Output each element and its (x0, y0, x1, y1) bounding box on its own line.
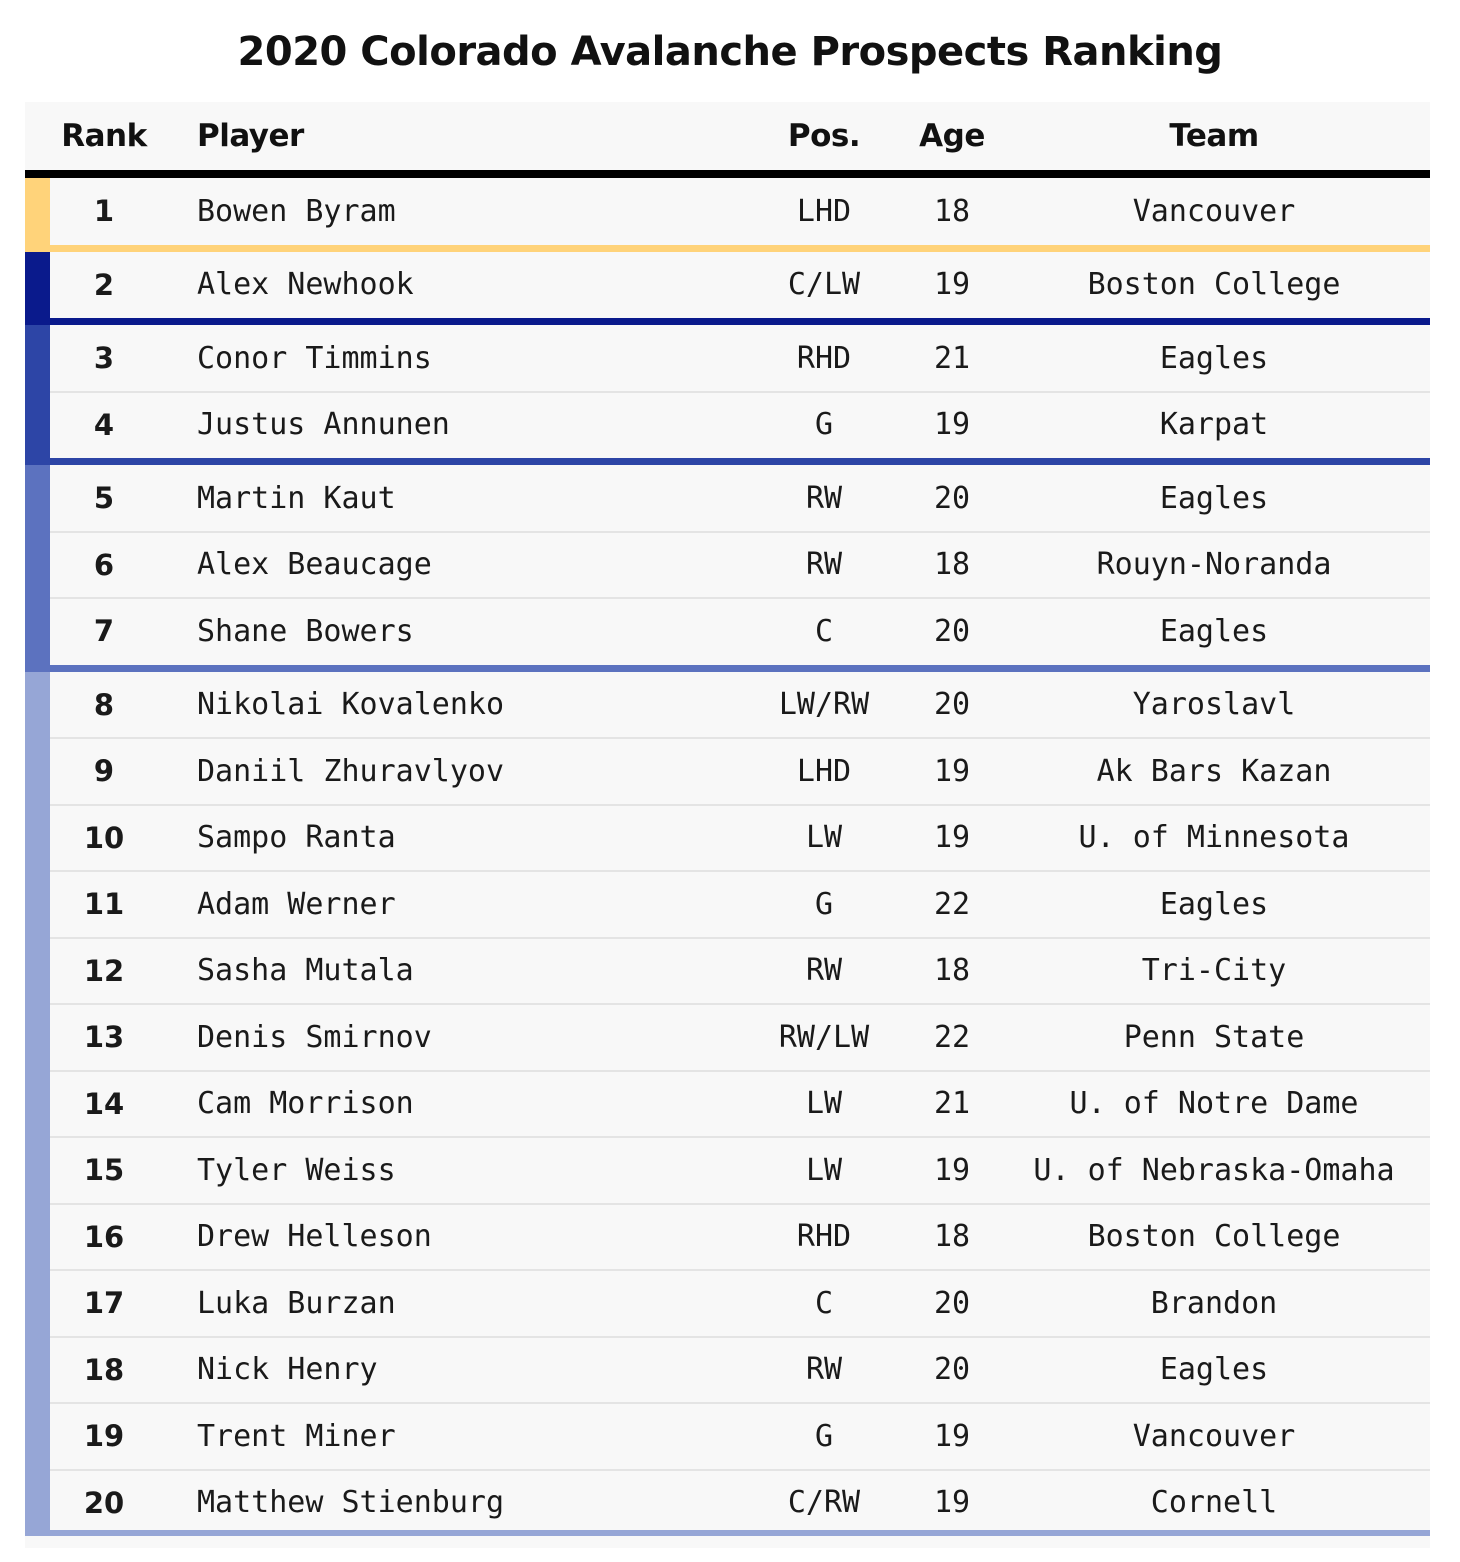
cell-pos: RHD (796, 1219, 852, 1255)
column-header-age: Age (919, 118, 985, 154)
cell-rank: 2 (93, 267, 115, 302)
tier-color-bar (25, 805, 50, 872)
cell-team: Ak Bars Kazan (1096, 753, 1332, 789)
cell-age: 18 (933, 193, 971, 229)
cell-player: Adam Werner (197, 886, 396, 922)
table-row (25, 532, 1430, 599)
cell-age: 22 (933, 1019, 971, 1055)
cell-rank: 14 (83, 1086, 125, 1121)
tier-divider (50, 245, 1430, 252)
cell-rank: 9 (93, 754, 115, 789)
cell-rank: 19 (83, 1419, 125, 1454)
tier-divider (50, 665, 1430, 672)
cell-team: U. of Nebraska-Omaha (1033, 1152, 1395, 1188)
cell-rank: 1 (93, 194, 115, 229)
cell-rank: 12 (83, 953, 125, 988)
table-row (25, 1137, 1430, 1204)
cell-team: Penn State (1123, 1019, 1305, 1055)
cell-player: Nick Henry (197, 1352, 378, 1388)
cell-pos: C/RW (787, 1485, 861, 1521)
cell-player: Alex Beaucage (197, 547, 432, 583)
cell-rank: 11 (83, 887, 125, 922)
tier-divider (50, 458, 1430, 465)
cell-pos: RW (805, 1352, 843, 1388)
table-row (25, 1270, 1430, 1337)
cell-player: Martin Kaut (197, 480, 396, 516)
tier-color-bar (25, 665, 50, 672)
tier-color-bar (25, 325, 50, 392)
column-header-pos: Pos. (787, 118, 861, 154)
table-row (25, 871, 1430, 938)
table-header (25, 102, 1430, 170)
cell-pos: LW/RW (778, 687, 870, 723)
tier-color-bar (25, 532, 50, 599)
tier-color-bar (25, 1270, 50, 1337)
table-row (25, 1071, 1430, 1138)
tier-color-bar (25, 318, 50, 325)
tier-color-bar (25, 178, 50, 245)
cell-rank: 15 (83, 1153, 125, 1188)
tier-color-bar (25, 1204, 50, 1271)
cell-team: U. of Minnesota (1078, 820, 1350, 856)
cell-age: 19 (933, 407, 971, 443)
cell-age: 20 (933, 480, 971, 516)
table-row (25, 738, 1430, 805)
cell-player: Matthew Stienburg (197, 1485, 505, 1521)
cell-age: 21 (933, 340, 971, 376)
cell-age: 19 (933, 1152, 971, 1188)
cell-pos: G (814, 1418, 834, 1454)
cell-team: U. of Notre Dame (1069, 1086, 1359, 1122)
cell-pos: LHD (796, 753, 852, 789)
cell-pos: RW (805, 953, 843, 989)
cell-pos: LW (805, 1152, 843, 1188)
cell-pos: LW (805, 820, 843, 856)
cell-team: Boston College (1087, 1219, 1341, 1255)
cell-team: Boston College (1087, 267, 1341, 303)
tier-color-bar (25, 245, 50, 252)
table-row (25, 252, 1430, 319)
cell-pos: C/LW (787, 267, 861, 303)
header-rule (25, 170, 1430, 178)
cell-rank: 4 (93, 407, 115, 442)
cell-pos: RHD (796, 340, 852, 376)
cell-team: Eagles (1159, 480, 1269, 516)
cell-age: 20 (933, 1352, 971, 1388)
table-row (25, 938, 1430, 1005)
cell-age: 20 (933, 687, 971, 723)
cell-age: 21 (933, 1086, 971, 1122)
cell-team: Yaroslavl (1132, 687, 1296, 723)
cell-team: Vancouver (1132, 1418, 1296, 1454)
cell-player: Trent Miner (197, 1418, 396, 1454)
table-row (25, 1004, 1430, 1071)
cell-team: Rouyn-Noranda (1096, 547, 1332, 583)
cell-player: Alex Newhook (197, 267, 414, 303)
table-row (25, 1204, 1430, 1271)
cell-team: Eagles (1159, 1352, 1269, 1388)
cell-age: 18 (933, 1219, 971, 1255)
cell-team: Brandon (1150, 1285, 1278, 1321)
cell-player: Luka Burzan (197, 1285, 396, 1321)
table-row (25, 1403, 1430, 1470)
cell-age: 19 (933, 753, 971, 789)
cell-age: 18 (933, 953, 971, 989)
table-row (25, 392, 1430, 459)
cell-player: Drew Helleson (197, 1219, 432, 1255)
cell-pos: C (814, 613, 834, 649)
tier-color-bar (25, 598, 50, 665)
table-row (25, 598, 1430, 665)
cell-player: Nikolai Kovalenko (197, 687, 505, 723)
table-row (25, 805, 1430, 872)
cell-rank: 20 (83, 1485, 125, 1520)
cell-rank: 6 (93, 547, 115, 582)
cell-player: Bowen Byram (197, 193, 396, 229)
tier-color-bar (25, 1470, 50, 1537)
cell-player: Daniil Zhuravlyov (197, 753, 505, 789)
cell-age: 19 (933, 267, 971, 303)
table-row (25, 465, 1430, 532)
tier-color-bar (25, 1337, 50, 1404)
tier-color-bar (25, 1403, 50, 1470)
cell-pos: LW (805, 1086, 843, 1122)
tier-color-bar (25, 1071, 50, 1138)
cell-pos: RW (805, 547, 843, 583)
cell-rank: 16 (83, 1219, 125, 1254)
cell-rank: 18 (83, 1352, 125, 1387)
cell-player: Shane Bowers (197, 613, 414, 649)
cell-pos: LHD (796, 193, 852, 229)
cell-player: Sasha Mutala (197, 953, 414, 989)
cell-age: 20 (933, 613, 971, 649)
prospects-table (25, 102, 1430, 1548)
cell-pos: G (814, 407, 834, 443)
chart-title: 2020 Colorado Avalanche Prospects Ranking (237, 29, 1223, 75)
cell-team: Eagles (1159, 613, 1269, 649)
cell-player: Tyler Weiss (197, 1152, 396, 1188)
cell-age: 18 (933, 547, 971, 583)
cell-pos: C (814, 1285, 834, 1321)
tier-color-bar (25, 1137, 50, 1204)
cell-rank: 5 (93, 481, 115, 516)
cell-rank: 17 (83, 1286, 125, 1321)
cell-team: Tri-City (1141, 953, 1287, 989)
tier-color-bar (25, 738, 50, 805)
table-row (25, 178, 1430, 245)
cell-rank: 7 (93, 614, 115, 649)
cell-team: Eagles (1159, 340, 1269, 376)
table-row (25, 325, 1430, 392)
cell-team: Karpat (1159, 407, 1269, 443)
cell-age: 19 (933, 820, 971, 856)
cell-age: 19 (933, 1418, 971, 1454)
cell-age: 19 (933, 1485, 971, 1521)
cell-age: 22 (933, 886, 971, 922)
cell-rank: 13 (83, 1020, 125, 1055)
tier-divider (50, 1530, 1430, 1536)
cell-team: Vancouver (1132, 193, 1296, 229)
cell-team: Cornell (1150, 1485, 1278, 1521)
cell-player: Conor Timmins (197, 340, 432, 376)
tier-color-bar (25, 465, 50, 532)
column-header-player: Player (197, 118, 304, 154)
cell-rank: 3 (93, 341, 115, 376)
tier-color-bar (25, 252, 50, 319)
cell-player: Denis Smirnov (197, 1019, 432, 1055)
cell-pos: G (814, 886, 834, 922)
cell-team: Eagles (1159, 886, 1269, 922)
cell-player: Cam Morrison (197, 1086, 414, 1122)
table-row (25, 672, 1430, 739)
table-row (25, 1470, 1430, 1537)
table-row (25, 1337, 1430, 1404)
cell-age: 20 (933, 1285, 971, 1321)
tier-color-bar (25, 672, 50, 739)
cell-pos: RW/LW (778, 1019, 870, 1055)
cell-rank: 8 (93, 687, 115, 722)
column-header-team: Team (1169, 118, 1259, 154)
cell-pos: RW (805, 480, 843, 516)
tier-color-bar (25, 392, 50, 459)
cell-player: Sampo Ranta (197, 820, 396, 856)
cell-rank: 10 (83, 820, 125, 855)
column-header-rank: Rank (61, 118, 147, 154)
tier-color-bar (25, 1004, 50, 1071)
tier-color-bar (25, 871, 50, 938)
tier-divider (50, 318, 1430, 325)
tier-color-bar (25, 938, 50, 1005)
tier-color-bar (25, 458, 50, 465)
cell-player: Justus Annunen (197, 407, 450, 443)
